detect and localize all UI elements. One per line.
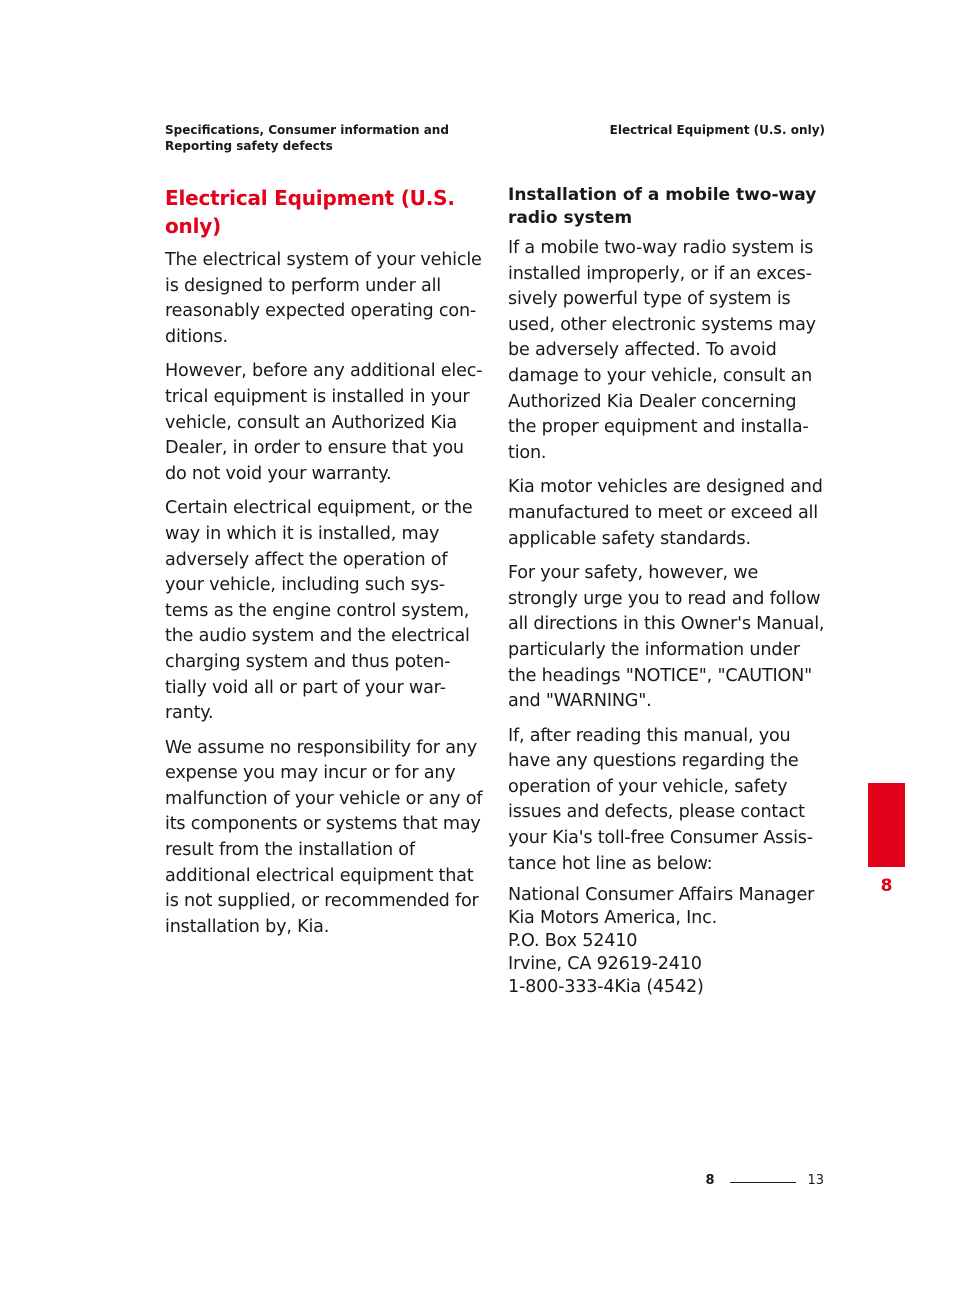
left-paragraph-1: The electrical system of your vehicle is designed to perform under all reasonably expected operating con-ditions. bbox=[165, 250, 482, 347]
address-phone: 1-800-333-4Kia (4542) bbox=[508, 977, 704, 998]
left-column bbox=[165, 184, 483, 949]
subsection-title: Installation of a mobile two-way radio system bbox=[508, 185, 817, 228]
right-column bbox=[508, 184, 826, 999]
chapter-tab bbox=[868, 783, 905, 867]
left-paragraph-3: Certain electrical equipment, or the way in which it is installed, may adversely affect the operation of your vehicle, including such sys-tems as the engine control system, the audio system and the electrical charging system and thus poten-tially void all or part of your war-ranty. bbox=[165, 498, 473, 724]
right-paragraph-3: For your safety, however, we strongly urge you to read and follow all directions in this Owner's Manual, particularly the information under the headings "NOTICE", "CAUTION" and "WARNING". bbox=[508, 563, 825, 712]
left-paragraph-2: However, before any additional elec-trical equipment is installed in your vehicle, consult an Authorized Kia Dealer, in order to ensure that you do not void your warranty. bbox=[165, 361, 483, 484]
address-line: P.O. Box 52410 bbox=[508, 931, 638, 952]
header-section-line2: Reporting safety defects bbox=[165, 139, 333, 153]
right-paragraph-1: If a mobile two-way radio system is installed improperly, or if an exces-sively powerful type of system is used, other electronic systems may be adversely affected. To avoid damage to your vehicle, consult an Authorized Kia Dealer concerning the proper equipment and installa-tion. bbox=[508, 238, 816, 463]
running-header-topic: Electrical Equipment (U.S. only) bbox=[609, 123, 825, 137]
chapter-tab-number: 8 bbox=[880, 876, 893, 896]
header-section-line1: Specifications, Consumer information and bbox=[165, 123, 449, 137]
right-paragraph-2: Kia motor vehicles are designed and manufactured to meet or exceed all applicable safety standards. bbox=[508, 477, 823, 549]
address-line: Irvine, CA 92619-2410 bbox=[508, 954, 702, 975]
left-paragraph-4: We assume no responsibility for any expense you may incur or for any malfunction of your vehicle or any of its components or systems that may result from the installation of additional electrical equipment that is not supplied, or recommended for installation by, Kia. bbox=[165, 737, 483, 937]
footer-divider bbox=[730, 1182, 796, 1183]
address-line: Kia Motors America, Inc. bbox=[508, 908, 717, 929]
section-title: Electrical Equipment (U.S. only) bbox=[165, 186, 455, 238]
right-paragraph-4: If, after reading this manual, you have any questions regarding the operation of your vehicle, safety issues and defects, please contact your Kia's toll-free Consumer Assis-tance hot line as below: bbox=[508, 725, 813, 874]
footer-page-number: 13 bbox=[807, 1173, 824, 1188]
consumer-affairs-address bbox=[508, 884, 826, 999]
address-line: National Consumer Affairs Manager bbox=[508, 885, 815, 906]
page-footer bbox=[700, 1173, 830, 1191]
running-header-section bbox=[165, 122, 495, 154]
footer-chapter-number: 8 bbox=[705, 1173, 715, 1188]
